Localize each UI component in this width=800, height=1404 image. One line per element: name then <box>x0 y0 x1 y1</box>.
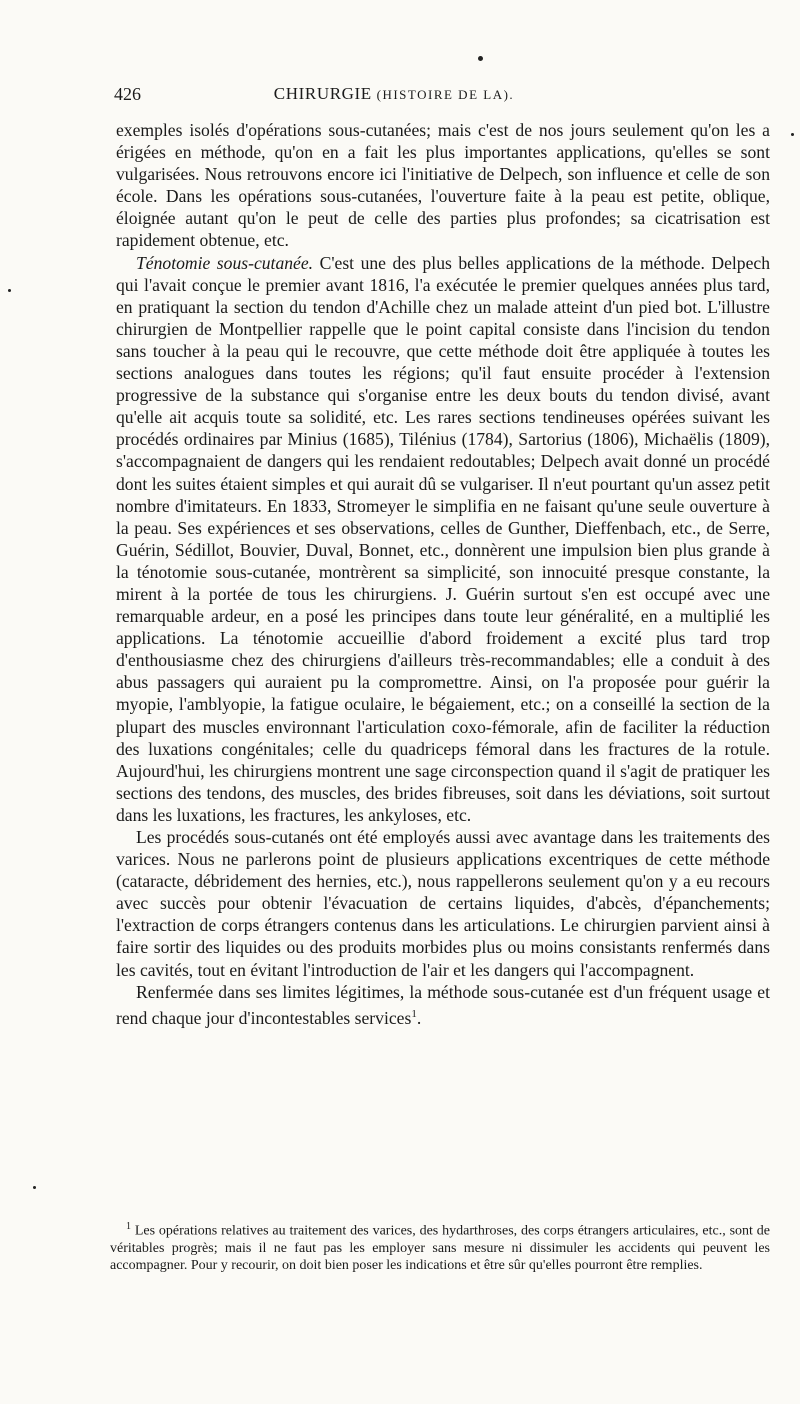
paragraph-text: C'est une des plus belles applications de la méthode. Delpech qui l'avait conçue le premier avant 1816, l'a exécutée le premier quelques années plus tard, en pratiquant la section du tendon d'Achille chez un malade atteint d'un pied bot. L'illustre chirurgien de Montpellier rappelle que le point capital consiste dans l'incision du tendon sans toucher à la peau qui le recouvre, que cette méthode doit être appliquée à toutes les sections analogues dans toutes les régions; qu'il faut ensuite procéder à l'extension progressive de la substance qui s'organise entre les deux bouts du tendon divisé, avant qu'elle ait acquis toute sa solidité, etc. Les rares sections tendineuses opérées suivant les procédés ordinaires par Minius (1685), Tilénius (1784), Sartorius (1806), Michaëlis (1809), s'accompagnaient de dangers qui les rendaient redoutables; Delpech avait donné un procédé dont les suites étaient simples et qui aurait dû se vulgariser. Il n'eut pourtant qu'un assez petit nombre d'imitateurs. En 1833, Stromeyer le simplifia en ne faisant qu'une seule ouverture à la peau. Ses expériences et ses observations, celles de Gunther, Dieffenbach, etc., de Serre, Guérin, Sédillot, Bouvier, Duval, Bonnet, etc., donnèrent une impulsion bien plus grande à la ténotomie sous-cutanée, montrèrent sa simplicité, son innocuité presque constante, la mirent à la portée de tous les chirurgiens. J. Guérin surtout s'en est occupé avec une remarquable ardeur, en a posé les principes dans toute leur généralité, en a multiplié les applications. La ténotomie accueillie d'abord froidement a excité plus tard trop d'enthousiasme chez des chirurgiens d'ailleurs très-recommandables; elle a conduit à des abus passagers qui auraient pu la compromettre. Ainsi, on l'a proposée pour guérir la myopie, l'amblyopie, la fatigue oculaire, le bégaiement, etc.; on a conseillé la section de la plupart des muscles environnant l'articulation coxo-fémorale, afin de faciliter la réduction des luxations congénitales; celle du quadriceps fémoral dans les fractures de la rotule. Aujourd'hui, les chirurgiens montrent une sage circonspection quand il s'agit de pratiquer les sections des tendons, des muscles, des brides fibreuses, soit dans les déviations, soit surtout dans les luxations, les fractures, les ankyloses, etc. <box>116 252 770 825</box>
page-number: 426 <box>114 84 141 104</box>
footnote-marker: 1 <box>126 1221 131 1232</box>
paragraph: exemples isolés d'opérations sous-cutanées; mais c'est de nos jours seulement qu'on les a érigées en méthode, qu'on en a fait les plus importantes applications, qu'elles se sont vulgarisées. Nous retrouvons encore ici l'initiative de Delpech, son influence et celle de son école. Dans les opérations sous-cutanées, l'ouverture faite à la peau est petite, oblique, éloignée autant qu'on le peut de celle des parties plus profondes; sa cicatrisation est rapidement obtenue, etc. <box>116 120 770 251</box>
footnote-paragraph <box>110 1218 770 1274</box>
paragraph-text: Renfermée dans ses limites légitimes, la méthode sous-cutanée est d'un fréquent usage et rend chaque jour d'incontestables services <box>116 981 770 1028</box>
footnote-reference[interactable]: 1 <box>411 1007 417 1020</box>
ink-speck <box>478 56 483 61</box>
ink-speck <box>791 133 794 136</box>
ink-speck <box>33 1186 36 1189</box>
paragraph-end: . <box>416 1007 422 1028</box>
footnote <box>110 1218 770 1274</box>
body-text <box>116 119 770 1029</box>
footnote-text: Les opérations relatives au traitement des varices, des hydarthroses, des corps étrangers articulaires, etc., sont de véritables progrès; mais il ne faut pas les employer sans mesure ni dissimuler les accidents qui peuvent les accompagner. Pour y recourir, on doit bien poser les indications et être sûr qu'elles pourront être remplies. <box>110 1223 770 1273</box>
paragraph <box>116 981 770 1029</box>
paragraph <box>116 252 770 826</box>
running-header <box>114 84 674 108</box>
running-title <box>114 84 674 104</box>
section-heading: Ténotomie sous-cutanée. <box>136 252 314 273</box>
running-title-main: CHIRURGIE <box>273 84 372 103</box>
running-title-sub: (HISTOIRE DE LA). <box>376 87 515 102</box>
paragraph: Les procédés sous-cutanés ont été employés aussi avec avantage dans les traitements des varices. Nous ne parlerons point de plusieurs applications excentriques de cette méthode (cataracte, débridement des hernies, etc.), nous rappellerons seulement qu'on y a eu recours avec succès pour obtenir l'évacuation de certains liquides, d'abcès, d'épanchements; l'extraction de corps étrangers contenus dans les articulations. Le chirurgien parvient ainsi à faire sortir des liquides ou des produits morbides plus ou moins consistants renfermés dans les cavités, tout en évitant l'introduction de l'air et les dangers qui l'accompagnent. <box>116 827 770 980</box>
ink-speck <box>8 289 11 292</box>
